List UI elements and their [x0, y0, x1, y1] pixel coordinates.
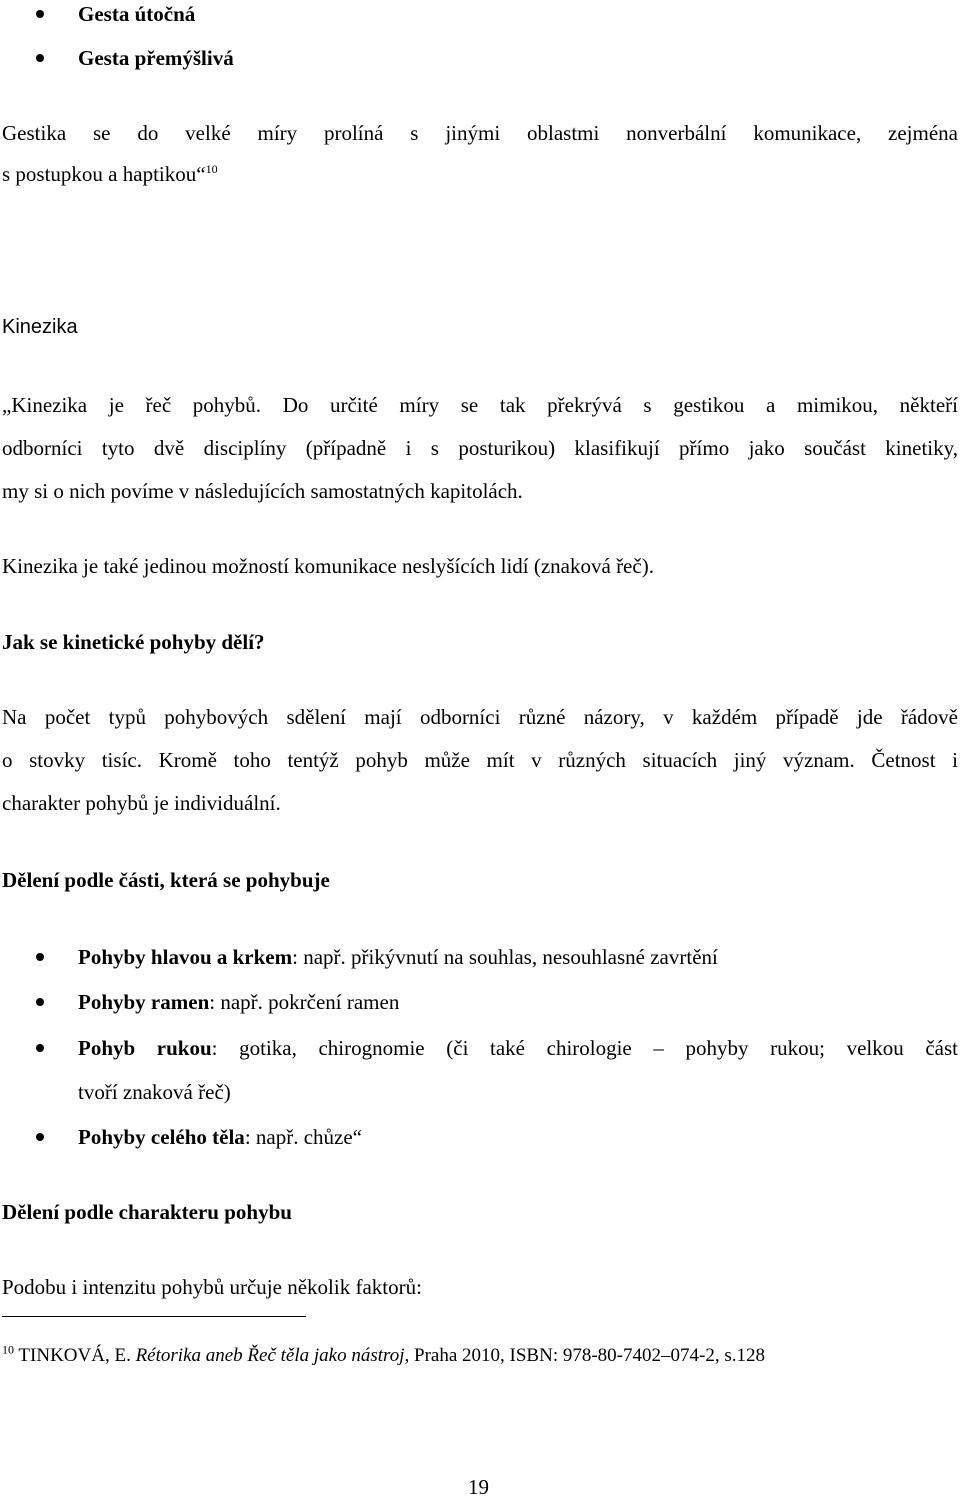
footnote-separator [2, 1316, 306, 1317]
bullet-item: Pohyby ramen: např. pokrčení ramen [78, 990, 400, 1014]
kinezika-paragraph-line: odborníci tyto dvě disciplíny (případně i s posturikou) klasifikují přímo jako součást kinetiky, [2, 436, 958, 460]
bullet-icon [36, 953, 44, 961]
footnote-ref: 10 [205, 162, 218, 176]
bullet-item: Pohyby celého těla: např. chůze“ [78, 1125, 362, 1149]
bullet-item: Pohyb rukou: gotika, chirognomie (či také chirologie – pohyby rukou; velkou část [78, 1036, 958, 1060]
footnote-title: Rétorika aneb Řeč těla jako nástroj, [135, 1345, 410, 1366]
bullet-icon [36, 1133, 44, 1141]
footnote-number: 10 [2, 1342, 14, 1357]
types-paragraph-line: charakter pohybů je individuální. [2, 791, 281, 815]
bullet-icon [36, 998, 44, 1006]
section-heading: Kinezika [2, 316, 78, 338]
bullet-icon [36, 54, 44, 62]
factors-line: Podobu i intenzitu pohybů určuje několik faktorů: [2, 1275, 422, 1299]
bullet-item: Gesta přemýšlivá [78, 46, 234, 70]
page-number: 19 [468, 1475, 489, 1499]
bullet-icon [36, 1044, 44, 1052]
footnote-rest: Praha 2010, ISBN: 978-80-7402–074-2, s.128 [409, 1345, 765, 1366]
types-paragraph-line: o stovky tisíc. Kromě toho tentýž pohyb může mít v různých situacích jiný význam. Četnost i [2, 748, 958, 772]
division-character-heading: Dělení podle charakteru pohybu [2, 1200, 292, 1224]
types-paragraph-line: Na počet typů pohybových sdělení mají odborníci různé názory, v každém případě jde řádově [2, 705, 958, 729]
division-body-heading: Dělení podle části, která se pohybuje [2, 868, 330, 892]
gestika-paragraph-line: s postupkou a haptikou“$^{10}$ [2, 162, 218, 186]
kinezika-sign-language: Kinezika je také jedinou možností komunikace neslyšících lidí (znaková řeč). [2, 554, 654, 578]
footnote-author: TINKOVÁ, E. [18, 1345, 136, 1366]
footnote [2, 1342, 765, 1367]
kinetic-question-heading: Jak se kinetické pohyby dělí? [2, 630, 265, 654]
kinezika-paragraph-line: „Kinezika je řeč pohybů. Do určité míry se tak překrývá s gestikou a mimikou, někteří [2, 393, 958, 417]
bullet-item-continuation: tvoří znaková řeč) [78, 1080, 231, 1104]
kinezika-paragraph-line: my si o nich povíme v následujících samostatných kapitolách. [2, 479, 523, 503]
bullet-item: Pohyby hlavou a krkem: např. přikývnutí na souhlas, nesouhlasné zavrtění [78, 945, 718, 969]
bullet-icon [36, 10, 44, 18]
gestika-paragraph-line: Gestika se do velké míry prolíná s jinými oblastmi nonverbální komunikace, zejména [2, 121, 958, 145]
bullet-item: Gesta útočná [78, 2, 196, 26]
